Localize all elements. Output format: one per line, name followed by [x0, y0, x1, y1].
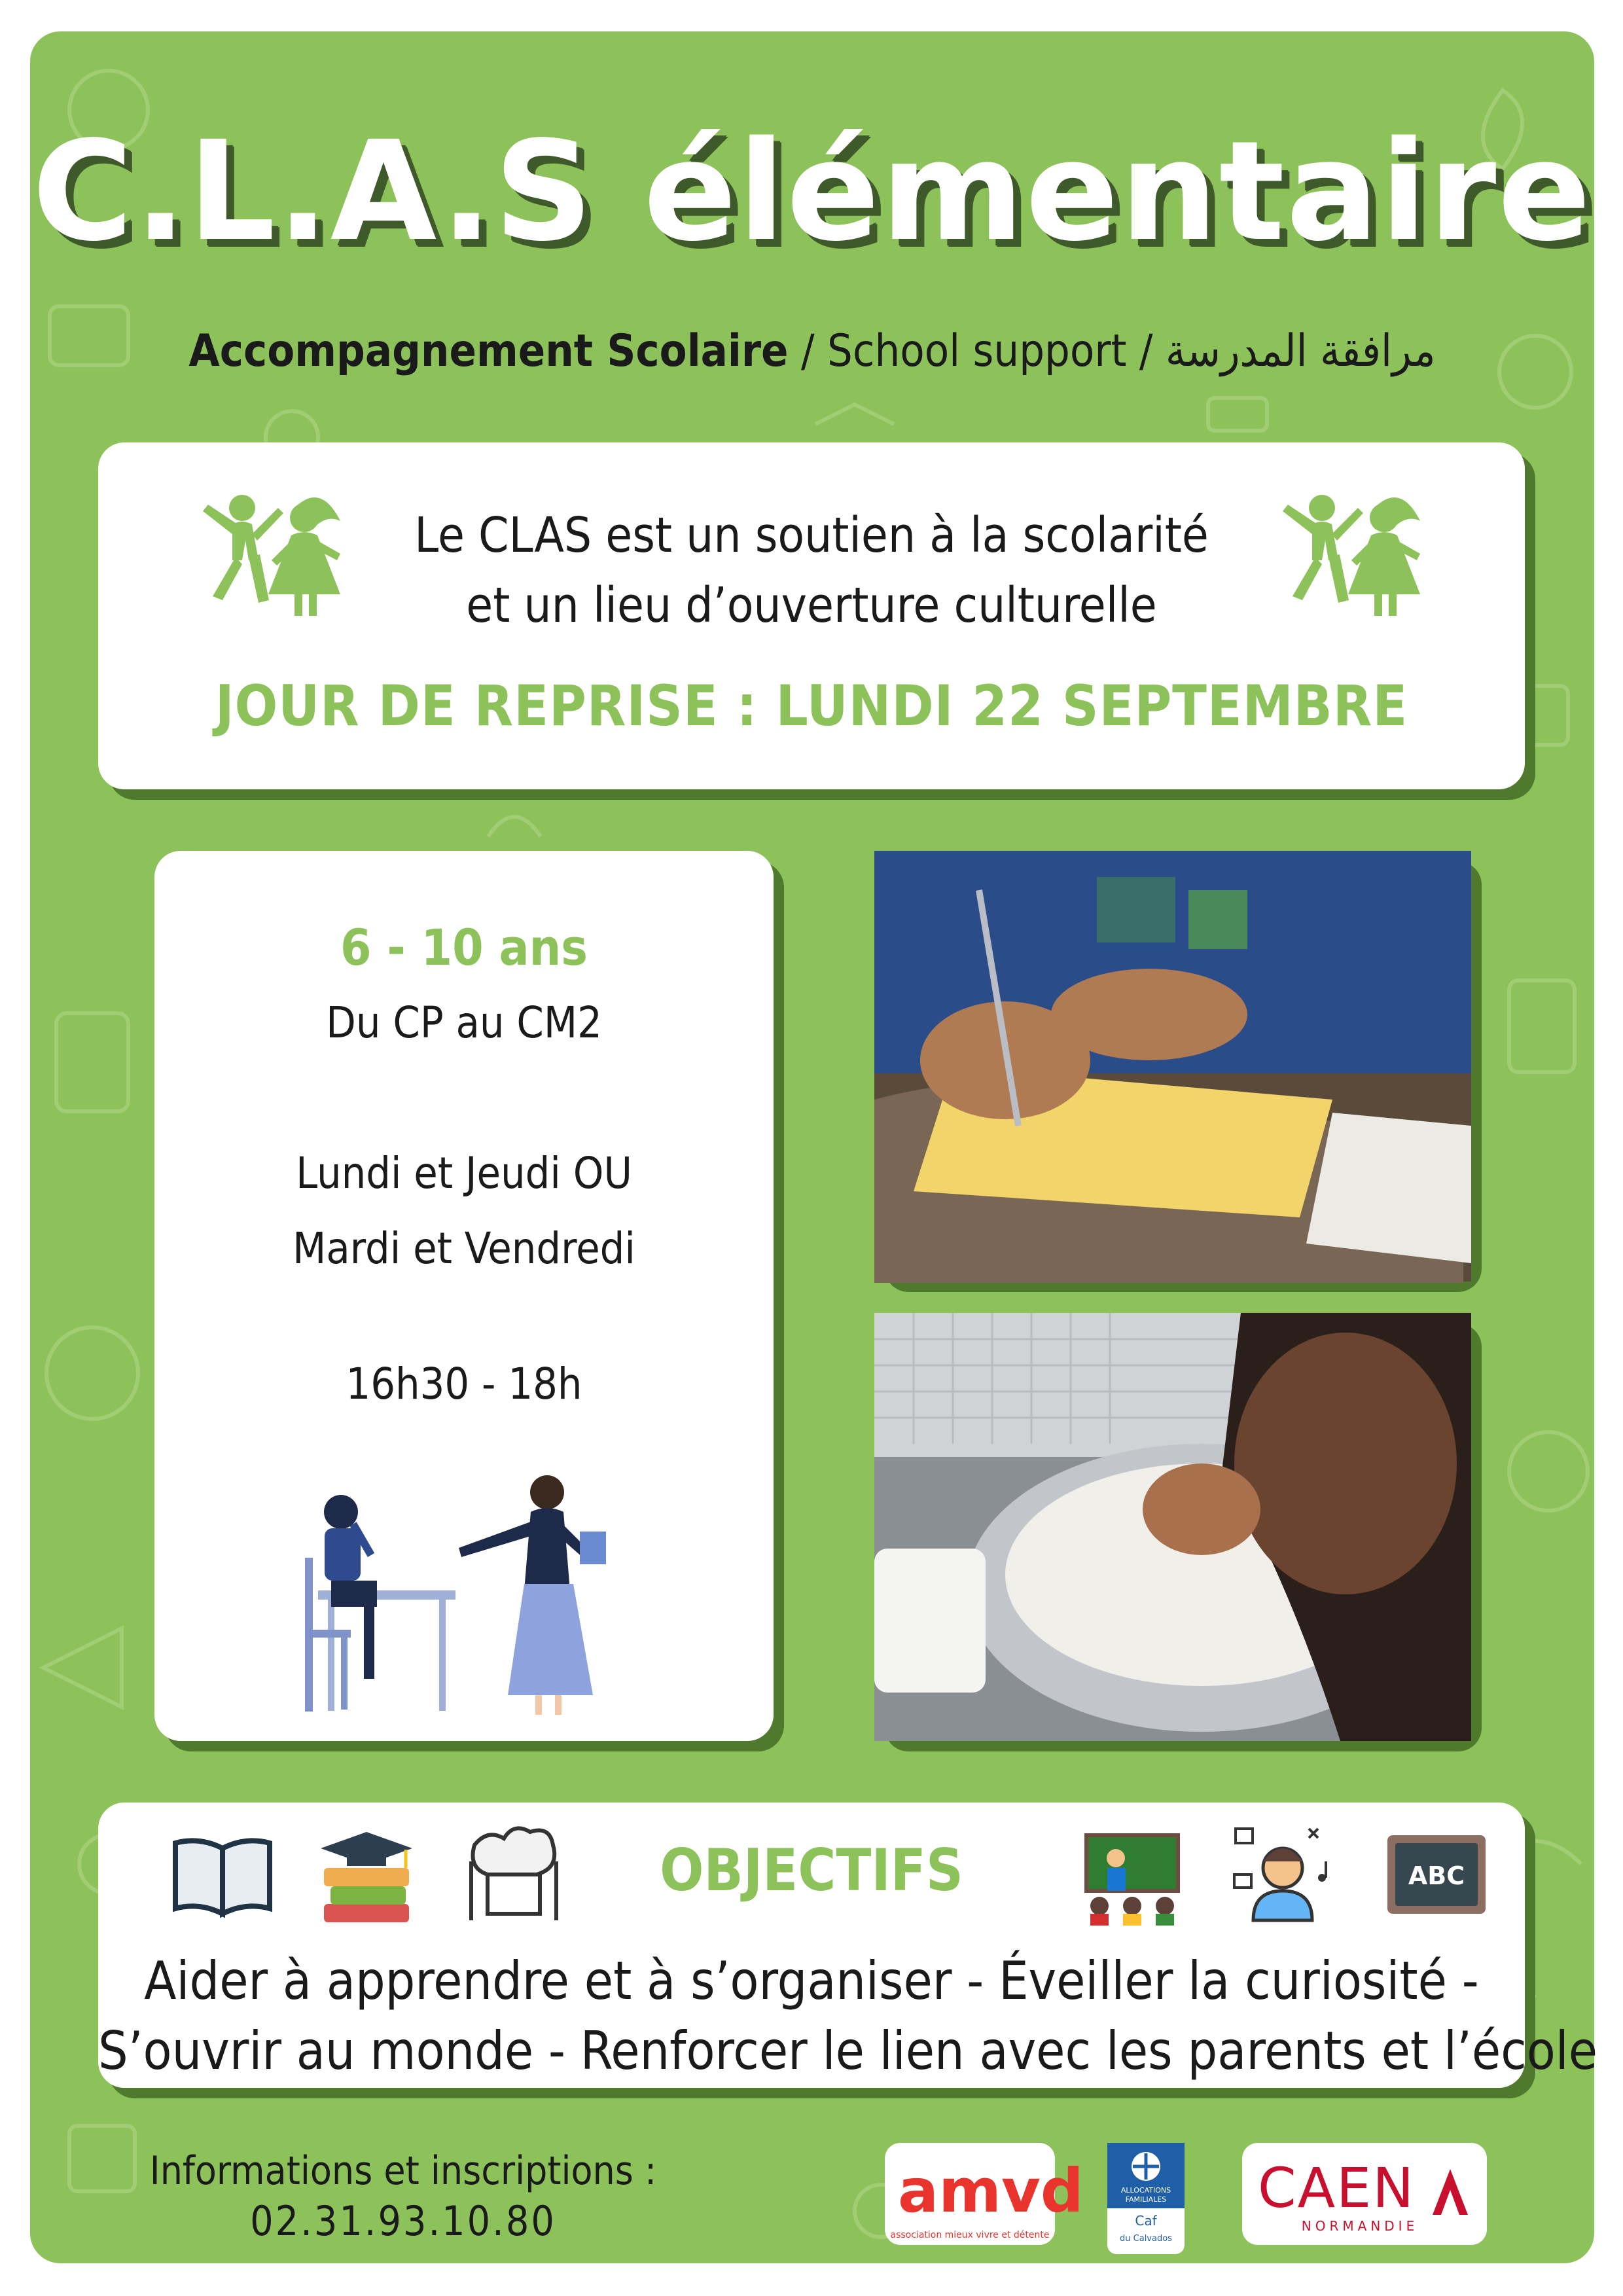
intro-line-1: Le CLAS est un soutien à la scolarité	[414, 507, 1209, 564]
subtitle-arabic: مرافقة المدرسة	[1165, 325, 1436, 377]
details-card	[154, 851, 774, 1741]
abc-board-text: ABC	[1408, 1861, 1465, 1890]
child-writing-image	[874, 851, 1471, 1282]
objectives-line-1: Aider à apprendre et à s’organiser - Éveiller la curiosité -	[144, 1950, 1479, 2011]
caf-line-2: FAMILIALES	[1125, 2195, 1167, 2204]
subtitle-english: School support	[827, 325, 1127, 377]
class-levels: Du CP au CM2	[326, 997, 602, 1048]
days-option-2: Mardi et Vendredi	[293, 1223, 635, 1274]
contact-label: Informations et inscriptions :	[149, 2148, 657, 2194]
subtitle	[30, 325, 1594, 378]
amvd-logo-text: amvd	[898, 2156, 1084, 2226]
page-title: C.L.A.S élémentaire	[32, 111, 1592, 272]
photo-child-baking	[874, 1313, 1471, 1741]
objectives-card	[98, 1803, 1598, 2088]
contact-info	[109, 2147, 698, 2247]
poster	[30, 31, 1598, 2263]
subtitle-separator: /	[1126, 325, 1166, 377]
intro-line-2: et un lieu d’ouverture culturelle	[466, 577, 1157, 634]
caf-line-1: ALLOCATIONS	[1120, 2186, 1171, 2195]
caen-logo-text: CAEN	[1258, 2156, 1416, 2220]
subtitle-separator: /	[788, 325, 828, 377]
objectives-line-2: S’ouvrir au monde - Renforcer le lien avec les parents et l’école	[98, 2020, 1598, 2081]
child-activities-icon	[1230, 1822, 1335, 1927]
hours: 16h30 - 18h	[346, 1359, 582, 1409]
caf-line-4: du Calvados	[1120, 2234, 1172, 2244]
age-range: 6 - 10 ans	[340, 918, 588, 977]
caen-subtitle: NORMANDIE	[1301, 2218, 1419, 2234]
teacher-student-illustration	[305, 1466, 632, 1728]
photo-child-writing	[874, 851, 1471, 1282]
teacher-board-icon	[1080, 1829, 1185, 1927]
amvd-caption: association mieux vivre et détente	[890, 2230, 1050, 2240]
caf-line-3: Caf	[1135, 2213, 1157, 2229]
reprise-date: JOUR DE REPRISE : LUNDI 22 SEPTEMBRE	[215, 673, 1408, 739]
days-option-1: Lundi et Jeudi OU	[296, 1148, 632, 1198]
subtitle-french: Accompagnement Scolaire	[188, 325, 789, 377]
caen-logo	[1242, 2143, 1487, 2245]
intro-card	[98, 442, 1525, 789]
caf-logo	[1107, 2143, 1185, 2254]
child-baking-image	[874, 1313, 1471, 1741]
abc-board-icon	[1384, 1832, 1489, 1917]
objectives-heading: OBJECTIFS	[660, 1837, 963, 1904]
amvd-logo	[885, 2143, 1084, 2245]
contact-phone: 02.31.93.10.80	[250, 2197, 556, 2245]
